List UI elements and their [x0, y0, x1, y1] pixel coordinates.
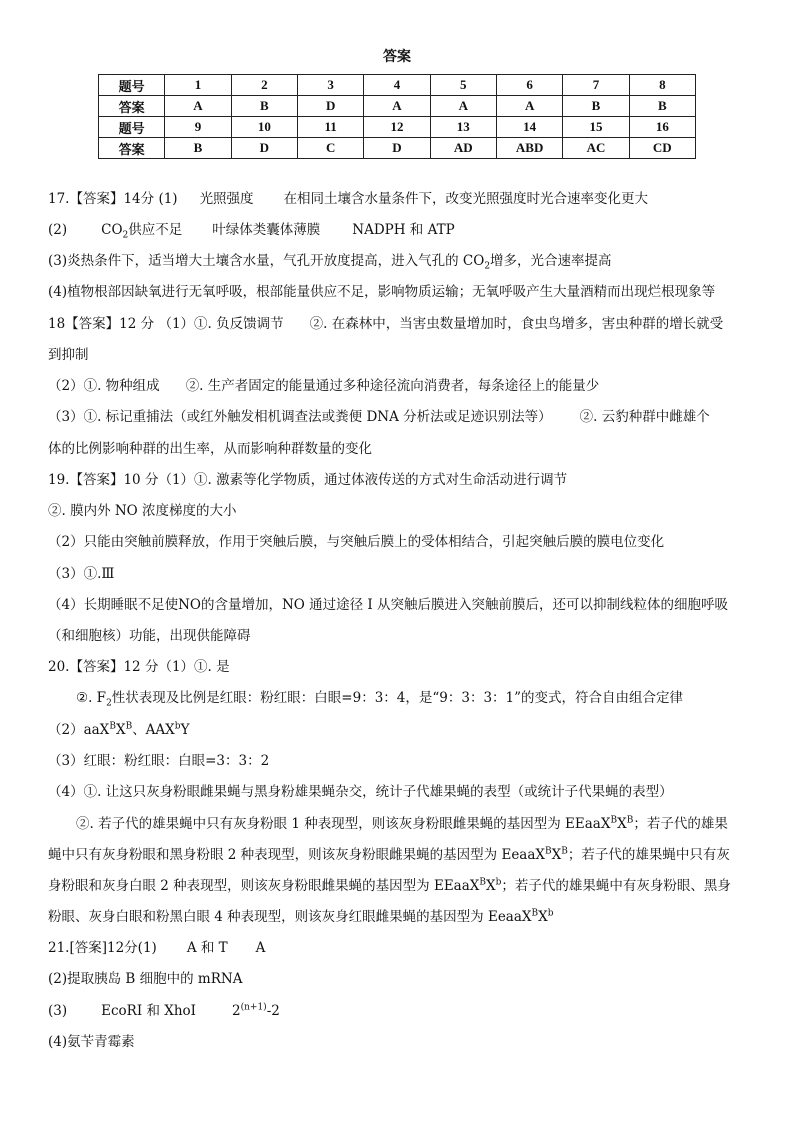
q20-sup-8b: B — [479, 877, 487, 888]
table-row — [99, 75, 696, 96]
q18-part-2-label: （2） — [48, 378, 84, 394]
q18-answer-3b: ②. 云豹种群中雌雄个 — [579, 409, 710, 425]
q20-line-1: 20.【答案】12 分（1）①. 是 — [48, 659, 230, 675]
table-cell: CD — [629, 138, 695, 159]
page-title: 答案 — [383, 49, 411, 65]
q20-sup-8d: b — [495, 877, 502, 888]
q19-header: 19.【答案】10 分（1） — [48, 472, 195, 488]
q21-answer-3b-tail: -2 — [266, 1003, 280, 1019]
table-cell: 14 — [496, 117, 562, 138]
q19-line-5: （4）长期睡眠不足使NO的含量增加，NO 通过途径 I 从突触后膜进入突触前膜后，还可以抑制线粒体的细胞呼吸 — [48, 597, 729, 613]
q20-genotype-b: X — [115, 722, 126, 738]
q20-sup-6b: B — [610, 815, 618, 826]
table-cell: A — [496, 96, 562, 117]
q20-line-3 — [48, 721, 758, 739]
table-cell: 7 — [563, 75, 629, 96]
q18-line-2: 到抑制 — [48, 347, 89, 363]
table-cell: D — [297, 96, 363, 117]
q20-sup-9b: B — [531, 908, 539, 919]
table-cell: AD — [430, 138, 496, 159]
table-cell: C — [297, 138, 363, 159]
q21-line-1 — [48, 939, 758, 957]
q20-f2-sub: 2 — [106, 698, 112, 709]
table-cell: A — [430, 96, 496, 117]
table-cell: B — [165, 138, 231, 159]
q21-line-2: (2)提取胰岛 B 细胞中的 mRNA — [48, 971, 243, 987]
q17-answer-2c: NADPH 和 ATP — [352, 222, 455, 238]
q20-answer-1b-a: ②. F — [76, 690, 107, 706]
q20-text-9a: 粉眼、灰身白眼和粉黑白眼 4 种表现型，则该灰身红眼雌果蝇的基因型为 EeaaX — [48, 909, 532, 925]
q20-text-6a: ②. 若子代的雄果蝇中只有灰身粉眼 1 种表现型，则该灰身粉眼雌果蝇的基因型为 EEaaX — [76, 816, 611, 832]
q20-line-6 — [76, 815, 786, 833]
q18-answer-3a: ①. 标记重捕法（或红外触发相机调查法或粪便 DNA 分析法或足迹识别法等） — [83, 409, 552, 425]
q20-line-4: （3）红眼：粉红眼：白眼=3：3：2 — [48, 753, 270, 769]
q17-answer-1a: 光照强度 — [199, 191, 254, 207]
q21-answer-3a: EcoRI 和 XhoI — [101, 1003, 197, 1019]
q20-line-5: （4）①. 让这只灰身粉眼雌果蝇与黑身粉雄果蝇杂交，统计子代雄果蝇的表型（或统计子代果蝇的表型） — [48, 784, 673, 800]
table-row — [99, 117, 696, 138]
q21-answer-3b-exp: (n+1) — [240, 1002, 267, 1013]
q18-header: 18【答案】12 分 （1） — [48, 316, 195, 332]
q20-text-8c: X — [486, 878, 496, 894]
table-cell: A — [364, 96, 430, 117]
table-row-header: 题号 — [99, 75, 165, 96]
q20-text-7a: 蝇中只有灰身粉眼和黑身粉眼 2 种表现型，则该灰身粉眼雌果蝇的基因型为 EeaaX — [48, 847, 546, 863]
q18-line-1 — [48, 315, 758, 333]
table-cell: 10 — [231, 117, 297, 138]
table-cell: B — [563, 96, 629, 117]
table-cell: ABD — [496, 138, 562, 159]
q18-answer-1b: ②. 在森林中，当害虫数量增加时，食虫鸟增多，害虫种群的增长就受 — [309, 316, 724, 332]
table-cell: 11 — [297, 117, 363, 138]
table-cell: D — [364, 138, 430, 159]
table-cell: 8 — [629, 75, 695, 96]
table-cell: 15 — [563, 117, 629, 138]
q20-text-8e: ；若子代的雄果蝇中有灰身粉眼、黑身 — [501, 878, 731, 894]
table-cell: 5 — [430, 75, 496, 96]
q18-part-3-label: （3） — [48, 409, 84, 425]
q20-answer-1b-b: 性状表现及比例是红眼：粉红眼：白眼=9：3：4，是“9：3：3：1”的变式，符合自由组合定律 — [111, 690, 684, 706]
q17-answer-1b: 在相同土壤含水量条件下，改变光照强度时光合速率变化更大 — [283, 191, 649, 207]
q17-answer-2b: 叶绿体类囊体薄膜 — [212, 222, 321, 238]
q20-genotype-d: Y — [180, 722, 190, 738]
q20-text-8a: 身粉眼和灰身白眼 2 种表现型，则该灰身粉眼雌果蝇的基因型为 EEaaX — [48, 878, 480, 894]
table-row-header: 答案 — [99, 96, 165, 117]
table-cell: 6 — [496, 75, 562, 96]
answer-table — [98, 74, 696, 159]
q21-line-3 — [48, 1002, 758, 1020]
q17-answer-3b: 增多，光合速率提高 — [490, 253, 612, 269]
q20-sup-6d: B — [626, 815, 634, 826]
table-cell: 12 — [364, 117, 430, 138]
q18-line-4 — [48, 408, 758, 426]
q20-line-9 — [48, 908, 758, 926]
q20-text-6e: ；若子代的雄果 — [633, 816, 728, 832]
q20-text-7c: X — [551, 847, 562, 863]
table-row-header: 题号 — [99, 117, 165, 138]
q18-line-3 — [48, 377, 758, 395]
q21-answer-1a: A 和 T — [186, 940, 228, 956]
q20-line-8 — [48, 877, 758, 895]
q20-genotype-a: （2）aaX — [48, 722, 110, 738]
q17-line-2 — [48, 221, 758, 239]
q17-line-1 — [48, 190, 758, 208]
q17-line-3 — [48, 252, 758, 270]
q21-answer-3b-base: 2 — [232, 1003, 241, 1019]
q21-part-3-label: (3) — [48, 1003, 68, 1019]
q17-part-2-label: (2) — [48, 222, 68, 238]
q19-line-1 — [48, 471, 758, 489]
q17-line-4: (4)植物根部因缺氧进行无氧呼吸，根部能量供应不足，影响物质运输；无氧呼吸产生大量酒精而出现烂根现象等 — [48, 284, 716, 300]
q18-answer-2a: ①. 物种组成 — [83, 378, 160, 394]
q20-text-6c: X — [617, 816, 627, 832]
q20-sup-9d: b — [547, 908, 554, 919]
table-cell: 9 — [165, 117, 231, 138]
table-cell: 16 — [629, 117, 695, 138]
q20-line-2 — [76, 689, 786, 707]
q19-line-3: （2）只能由突触前膜释放，作用于突触后膜，与突触后膜上的受体相结合，引起突触后膜的膜电位变化 — [48, 534, 665, 550]
q19-line-6: （和细胞核）功能，出现供能障碍 — [48, 628, 251, 644]
table-cell: D — [231, 138, 297, 159]
q20-sup-7d: B — [561, 846, 568, 857]
q21-line-4: (4)氨苄青霉素 — [48, 1034, 135, 1050]
q20-text-9c: X — [538, 909, 548, 925]
q18-answer-1a: ①. 负反馈调节 — [194, 316, 284, 332]
table-cell: B — [231, 96, 297, 117]
q17-co2-sub-2: 2 — [484, 261, 491, 272]
q21-header: 21.[答案]12分(1) — [48, 940, 157, 956]
q21-answer-1b: A — [255, 940, 266, 956]
table-cell: 1 — [165, 75, 231, 96]
q20-sup-1: B — [109, 721, 116, 732]
q17-answer-3a: (3)炎热条件下，适当增大土壤含水量，气孔开放度提高，进入气孔的 CO — [48, 253, 485, 269]
table-cell: A — [165, 96, 231, 117]
table-cell: 2 — [231, 75, 297, 96]
q19-line-2: ②. 膜内外 NO 浓度梯度的大小 — [48, 503, 237, 519]
table-cell: 13 — [430, 117, 496, 138]
q20-sup-7b: B — [545, 846, 552, 857]
table-cell: 4 — [364, 75, 430, 96]
q20-genotype-c: 、AAX — [132, 722, 175, 738]
q20-sup-3: b — [174, 721, 181, 732]
q17-co2-sub: 2 — [122, 230, 129, 241]
table-cell: B — [629, 96, 695, 117]
table-cell: AC — [563, 138, 629, 159]
q20-text-7e: ；若子代的雄果蝇中只有灰 — [567, 847, 730, 863]
q17-header: 17.【答案】14分 (1) — [48, 191, 178, 207]
q17-co2: CO — [101, 222, 123, 238]
table-cell: 3 — [297, 75, 363, 96]
q20-line-7 — [48, 846, 758, 864]
q18-line-5: 体的比例影响种群的出生率，从而影响种群数量的变化 — [48, 441, 372, 457]
table-row — [99, 138, 696, 159]
q17-answer-2a: 供应不足 — [128, 222, 183, 238]
table-row — [99, 96, 696, 117]
q19-line-4: （3）①.Ⅲ — [48, 566, 115, 582]
q19-answer-1a: ①. 激素等化学物质，通过体液传送的方式对生命活动进行调节 — [194, 472, 568, 488]
q20-sup-2: B — [125, 721, 133, 732]
q18-answer-2b: ②. 生产者固定的能量通过多种途径流向消费者，每条途径上的能量少 — [185, 378, 600, 394]
table-row-header: 答案 — [99, 138, 165, 159]
